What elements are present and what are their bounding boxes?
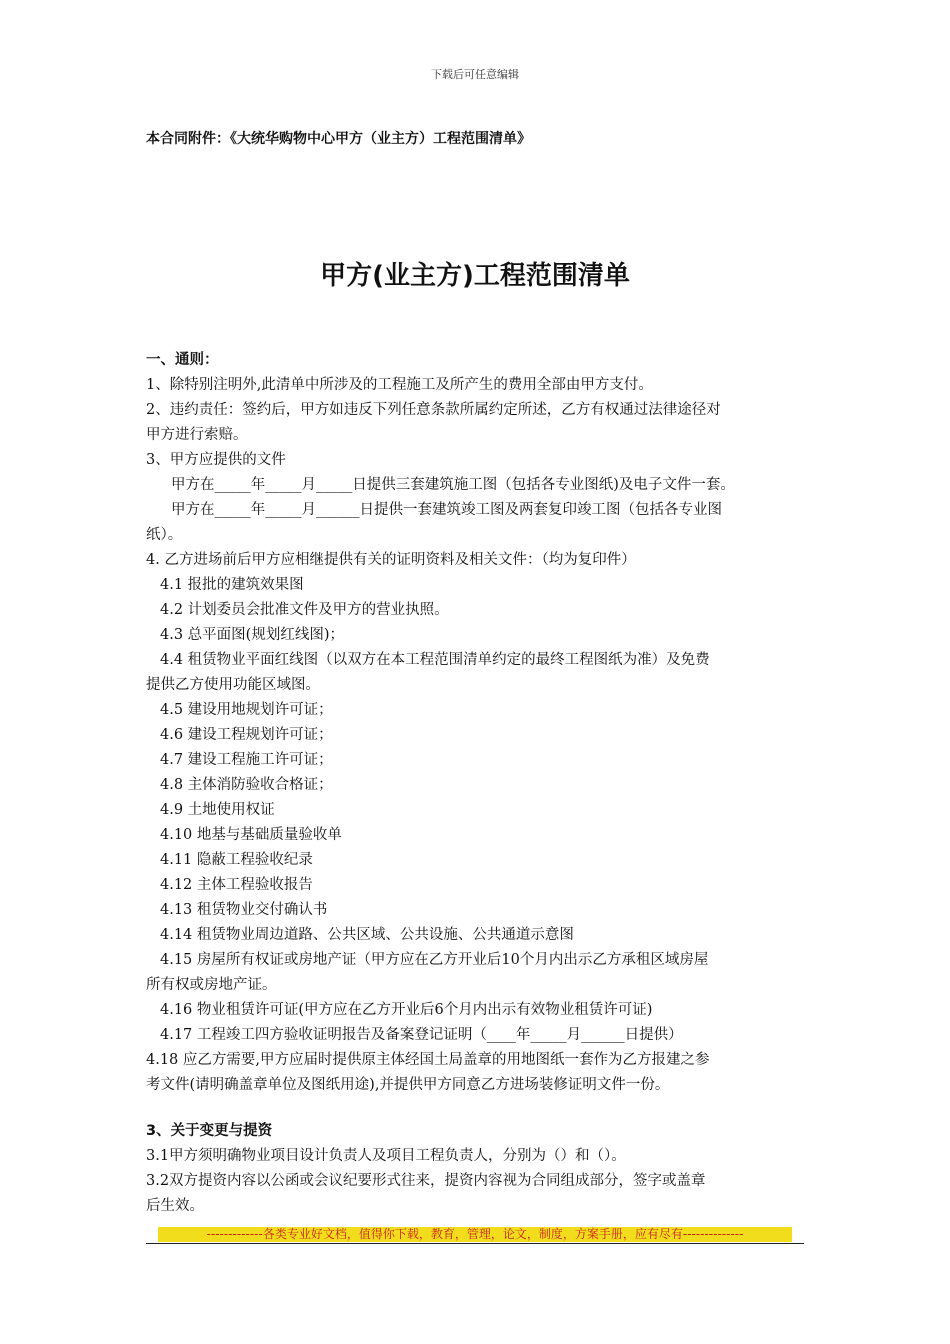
list-item: 4.14 租赁物业周边道路、公共区域、公共设施、公共通道示意图: [160, 927, 574, 943]
list-item-continuation: 所有权或房地产证。: [146, 977, 277, 993]
footer-divider: [146, 1243, 804, 1244]
list-item: 4.17 工程竣工四方验收证明报告及备案登记证明（____年_____月______日提供）: [160, 1027, 683, 1043]
list-item: 4.13 租赁物业交付确认书: [160, 902, 328, 918]
list-item: 4.2 计划委员会批准文件及甲方的营业执照。: [160, 602, 449, 618]
list-item: 4.6 建设工程规划许可证；: [160, 727, 333, 743]
paragraph-line: 1、除特别注明外,此清单中所涉及的工程施工及所产生的费用全部由甲方支付。: [146, 377, 653, 393]
paragraph-gap: [146, 1098, 816, 1119]
paragraph-line: 3、甲方应提供的文件: [146, 452, 286, 468]
list-item-continuation: 考文件(请明确盖章单位及图纸用途),并提供甲方同意乙方进场装修证明文件一份。: [146, 1077, 670, 1093]
paragraph-line: 甲方进行索赔。: [146, 427, 248, 443]
paragraph-line: 3.2双方提资内容以公函或会议纪要形式往来，提资内容视为合同组成部分，签字或盖章: [146, 1173, 706, 1189]
list-item: 4.18 应乙方需要,甲方应届时提供原主体经国土局盖章的用地图纸一套作为乙方报建之参: [146, 1052, 710, 1068]
paragraph-line: 2、违约责任：签约后，甲方如违反下列任意条款所属约定所述，乙方有权通过法律途径对: [146, 402, 721, 418]
list-item: 4.11 隐蔽工程验收纪录: [160, 852, 313, 868]
list-item: 4.16 物业租赁许可证(甲方应在乙方开业后6个月内出示有效物业租赁许可证): [160, 1002, 653, 1018]
attachment-line: 本合同附件：《大统华购物中心甲方（业主方）工程范围清单》: [146, 131, 531, 147]
list-item: 4.4 租赁物业平面红线图（以双方在本工程范围清单约定的最终工程图纸为准）及免费: [160, 652, 710, 668]
paragraph-line: 甲方在_____年_____月_____日提供三套建筑施工图（包括各专业图纸)及电子文件一套。: [171, 477, 735, 493]
list-item: 4.12 主体工程验收报告: [160, 877, 313, 893]
paragraph-line: 纸）。: [146, 527, 183, 543]
list-item: 4.9 土地使用权证: [160, 802, 275, 818]
document-body: [146, 348, 816, 1219]
list-item: 4.5 建设用地规划许可证；: [160, 702, 333, 718]
header-note: 下载后可任意编辑: [431, 68, 519, 81]
list-item-continuation: 提供乙方使用功能区域图。: [146, 677, 320, 693]
list-item: 4.3 总平面图(规划红线图)；: [160, 627, 344, 643]
list-item: 4.8 主体消防验收合格证；: [160, 777, 333, 793]
section-heading-changes: 3、关于变更与提资: [146, 1123, 273, 1139]
page-title: 甲方(业主方)工程范围清单: [320, 261, 630, 291]
paragraph-line: 4. 乙方进场前后甲方应相继提供有关的证明资料及相关文件：（均为复印件）: [146, 552, 636, 568]
list-item: 4.7 建设工程施工许可证；: [160, 752, 333, 768]
paragraph-line: 3.1甲方须明确物业项目设计负责人及项目工程负责人，分别为（）和（）。: [146, 1148, 626, 1164]
footer-banner: -------------各类专业好文档，值得你下载，教育，管理，论文，制度，方案手册，应有尽有--------------: [158, 1227, 792, 1242]
section-heading-general: 一、通则：: [146, 352, 219, 368]
list-item: 4.10 地基与基础质量验收单: [160, 827, 342, 843]
paragraph-line: 后生效。: [146, 1198, 204, 1214]
list-item: 4.15 房屋所有权证或房地产证（甲方应在乙方开业后10个月内出示乙方承租区域房屋: [160, 952, 709, 968]
list-item: 4.1 报批的建筑效果图: [160, 577, 304, 593]
paragraph-line: 甲方在_____年_____月______日提供一套建筑竣工图及两套复印竣工图（包括各专业图: [171, 502, 722, 518]
